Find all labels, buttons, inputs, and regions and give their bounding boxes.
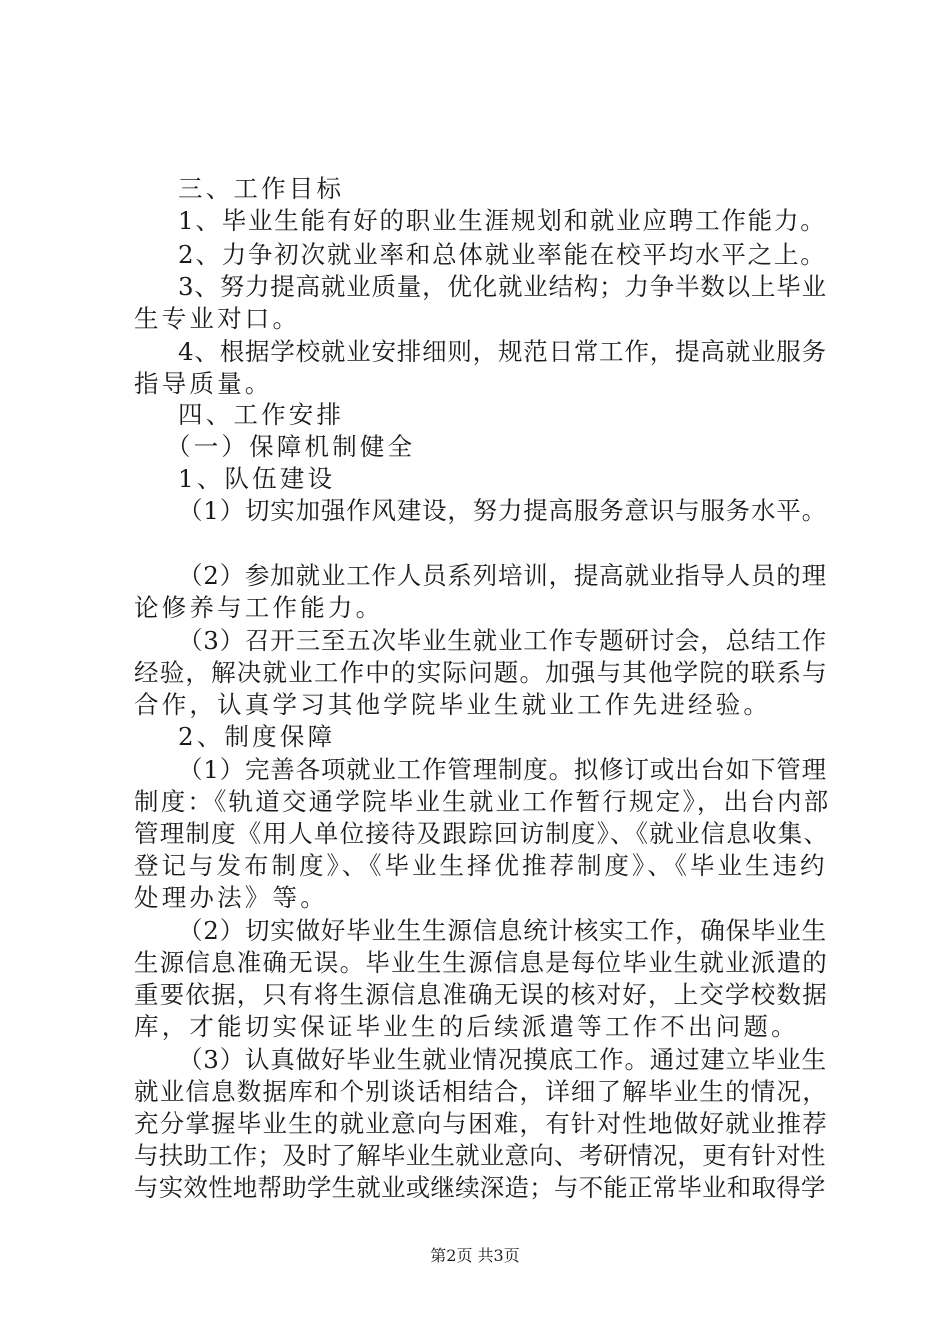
- item-heading: 1、队伍建设: [178, 464, 336, 493]
- paragraph-line: 与实效性地帮助学生就业或继续深造；与不能正常毕业和取得学: [134, 1173, 826, 1202]
- section-heading-3: 三、工作目标: [178, 174, 345, 203]
- paragraph-line: 合作，认真学习其他学院毕业生就业工作先进经验。: [134, 690, 772, 719]
- paragraph-line: （3）召开三至五次毕业生就业工作专题研讨会，总结工作: [178, 626, 827, 655]
- paragraph-line: 登记与发布制度》、《毕业生择优推荐制度》、《毕业生违约: [134, 851, 828, 880]
- paragraph-line: （1）切实加强作风建设，努力提高服务意识与服务水平。: [178, 496, 827, 525]
- paragraph-line: 1、毕业生能有好的职业生涯规划和就业应聘工作能力。: [178, 206, 827, 235]
- item-heading: 2、制度保障: [178, 722, 336, 751]
- paragraph-line: 经验，解决就业工作中的实际问题。加强与其他学院的联系与: [134, 658, 828, 687]
- paragraph-line: 管理制度《用人单位接待及跟踪回访制度》、《就业信息收集、: [134, 819, 830, 848]
- paragraph-line: （2）参加就业工作人员系列培训，提高就业指导人员的理: [178, 561, 827, 590]
- page-footer: 第2页 共3页: [430, 1246, 520, 1265]
- paragraph-line: 指导质量。: [134, 369, 273, 398]
- paragraph-line: 就业信息数据库和个别谈话相结合，详细了解毕业生的情况，: [134, 1077, 828, 1106]
- paragraph-line: 重要依据，只有将生源信息准确无误的核对好，上交学校数据: [134, 980, 828, 1009]
- paragraph-line: 生专业对口。: [134, 304, 301, 333]
- paragraph-line: 制度：《轨道交通学院毕业生就业工作暂行规定》，出台内部: [134, 787, 831, 816]
- subsection-heading: （一）保障机制健全: [166, 432, 416, 461]
- paragraph-line: 处理办法》等。: [134, 883, 328, 912]
- paragraph-line: （1）完善各项就业工作管理制度。拟修订或出台如下管理: [178, 755, 827, 784]
- paragraph-line: 3、努力提高就业质量，优化就业结构；力争半数以上毕业: [178, 272, 827, 301]
- paragraph-line: （2）切实做好毕业生生源信息统计核实工作，确保毕业生: [178, 916, 827, 945]
- paragraph-line: 论修养与工作能力。: [134, 593, 384, 622]
- paragraph-line: 库，才能切实保证毕业生的后续派遣等工作不出问题。: [134, 1012, 799, 1041]
- paragraph-line: 2、力争初次就业率和总体就业率能在校平均水平之上。: [178, 240, 827, 269]
- paragraph-line: 生源信息准确无误。毕业生生源信息是每位毕业生就业派遣的: [134, 948, 828, 977]
- section-heading-4: 四、工作安排: [178, 400, 345, 429]
- paragraph-line: 4、根据学校就业安排细则，规范日常工作，提高就业服务: [178, 337, 827, 366]
- paragraph-line: 充分掌握毕业生的就业意向与困难，有针对性地做好就业推荐: [134, 1109, 828, 1138]
- paragraph-line: 与扶助工作；及时了解毕业生就业意向、考研情况，更有针对性: [134, 1141, 826, 1170]
- paragraph-line: （3）认真做好毕业生就业情况摸底工作。通过建立毕业生: [178, 1045, 827, 1074]
